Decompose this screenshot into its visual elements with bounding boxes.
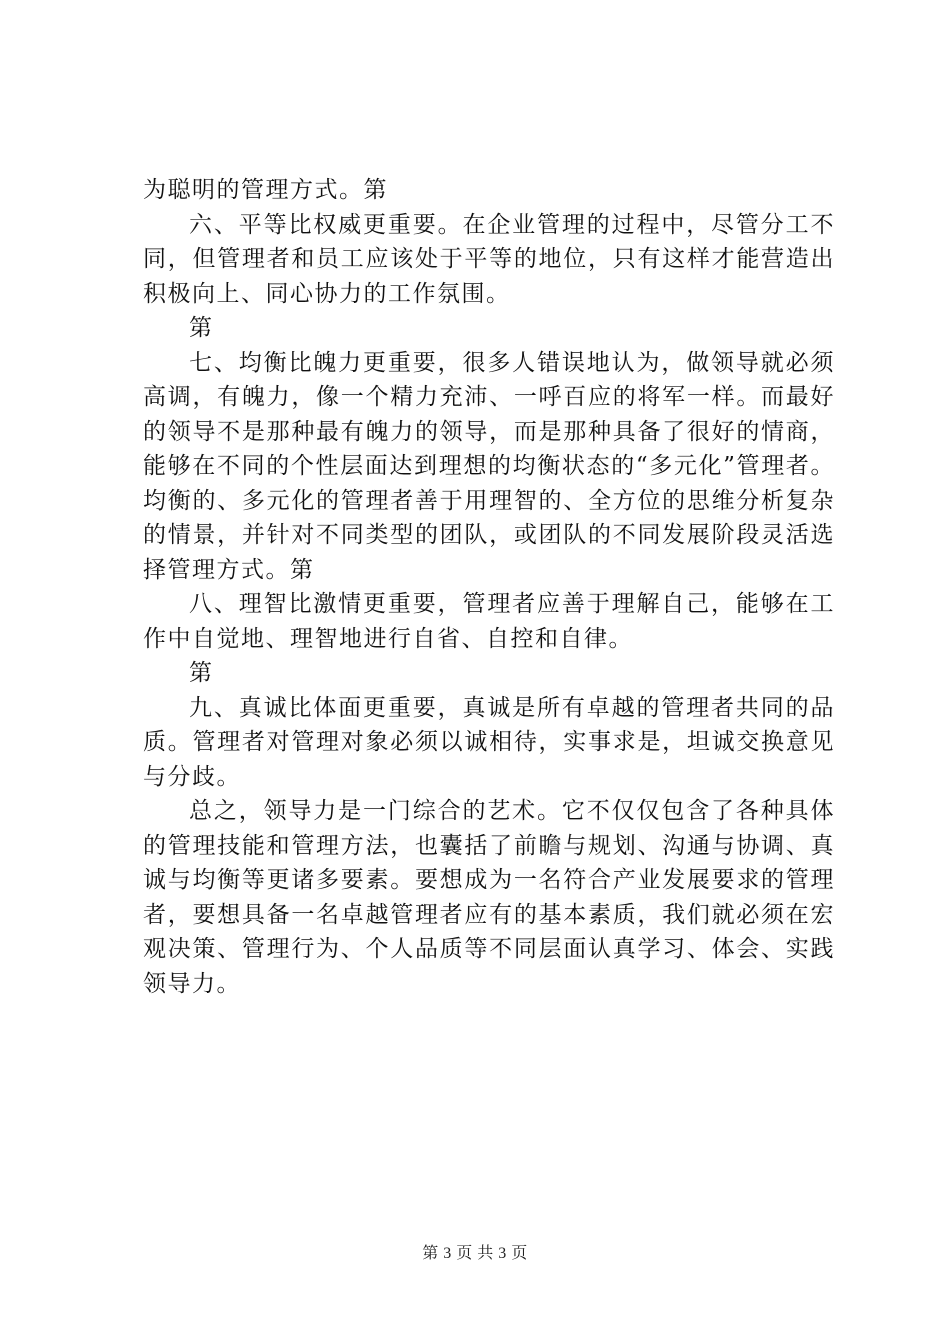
- paragraph-continuation: 为聪明的管理方式。第: [143, 177, 388, 203]
- paragraph-point-nine: 九、真诚比体面更重要，真诚是所有卓越的管理者共同的品质。管理者对管理对象必须以诚相待，实事求是，坦诚交换意见与分歧。: [143, 694, 835, 790]
- paragraph-point-eight: 八、理智比激情更重要，管理者应善于理解自己，能够在工作中自觉地、理智地进行自省、自控和自律。: [143, 591, 835, 652]
- paragraph-point-six: 六、平等比权威更重要。在企业管理的过程中，尽管分工不同，但管理者和员工应该处于平等的地位，只有这样才能营造出积极向上、同心协力的工作氛围。: [143, 211, 835, 307]
- paragraph-point-seven: 七、均衡比魄力更重要，很多人错误地认为，做领导就必须高调，有魄力，像一个精力充沛、一呼百应的将军一样。而最好的领导不是那种最有魄力的领导，而是那种具备了很好的情商，能够在不同的个性层面达到理想的均衡状态的“多元化”管理者。均衡的、多元化的管理者善于用理智的、全方位的思维分析复杂的情景，并针对不同类型的团队，或团队的不同发展阶段灵活选择管理方式。第: [143, 349, 835, 583]
- paragraph-summary: 总之，领导力是一门综合的艺术。它不仅仅包含了各种具体的管理技能和管理方法，也囊括了前瞻与规划、沟通与协调、真诚与均衡等更诸多要素。要想成为一名符合产业发展要求的管理者，要想具备一名卓越管理者应有的基本素质，我们就必须在宏观决策、管理行为、个人品质等不同层面认真学习、体会、实践领导力。: [143, 798, 835, 997]
- page-footer: 第 3 页 共 3 页: [422, 1245, 528, 1262]
- paragraph-ordinal-prefix: 第: [189, 660, 214, 686]
- paragraph-ordinal-prefix: 第: [189, 315, 214, 341]
- document-body: [143, 173, 835, 1001]
